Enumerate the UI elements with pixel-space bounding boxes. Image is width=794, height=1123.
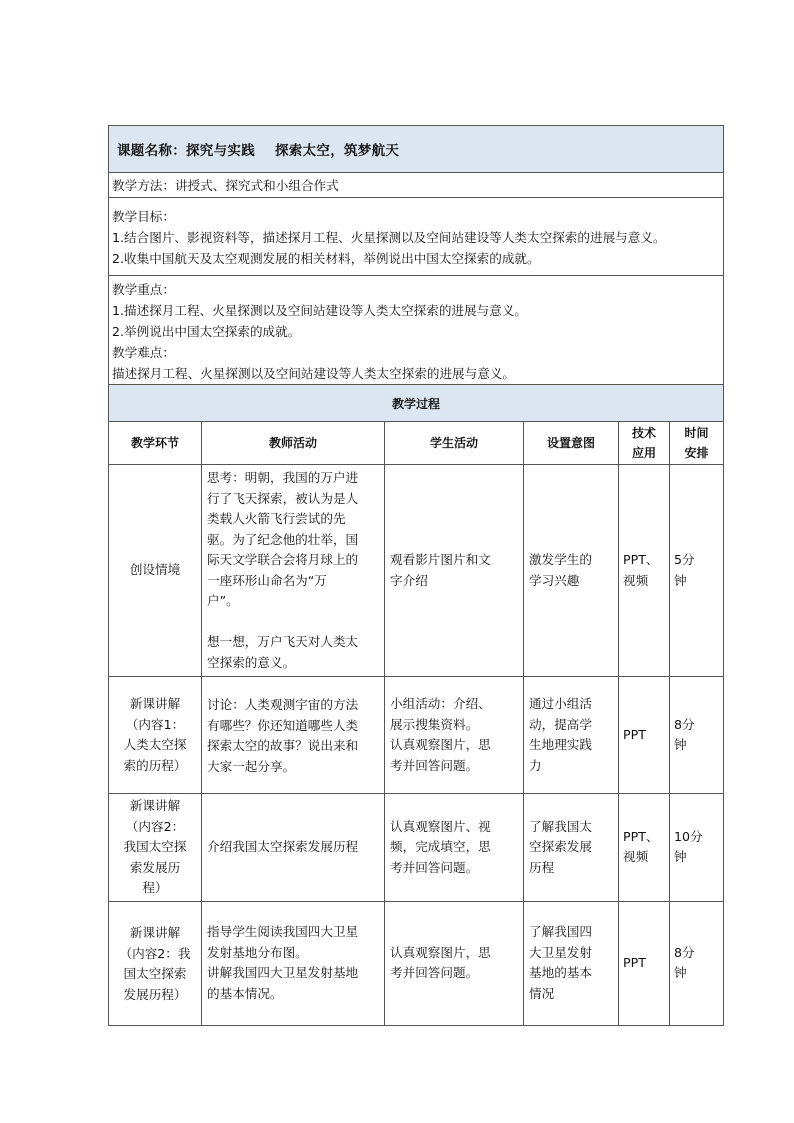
goals-cell (109, 198, 724, 276)
time-cell: 5分 钟 (670, 465, 724, 677)
tech-cell: PPT (619, 677, 670, 794)
intent-cell: 了解我国四 大卫星发射 基地的基本 情况 (524, 901, 619, 1025)
key-points-row (109, 276, 724, 385)
header-intent: 设置意图 (524, 422, 619, 465)
stage-cell: 创设情境 (109, 465, 202, 677)
header-stage: 教学环节 (109, 422, 202, 465)
header-time: 时间 安排 (670, 422, 724, 465)
key-point-item-2: 2.举例说出中国太空探索的成就。 (112, 324, 301, 339)
title-cell (109, 126, 724, 173)
process-title: 教学过程 (109, 385, 724, 422)
teacher-activity-cell: 讨论：人类观测宇宙的方法 有哪些？你还知道哪些人类 探索太空的故事？说出来和 大家一起分享。 (202, 677, 385, 794)
header-row (109, 422, 724, 465)
time-cell: 8分 钟 (670, 901, 724, 1025)
time-cell: 10分 钟 (670, 794, 724, 902)
intent-cell: 激发学生的 学习兴趣 (524, 465, 619, 677)
stage-cell: 新课讲解 （内容1： 人类太空探 索的历程） (109, 677, 202, 794)
stage-cell: 新课讲解 （内容2：我 国太空探索 发展历程） (109, 901, 202, 1025)
teacher-activity-cell: 介绍我国太空探索发展历程 (202, 794, 385, 902)
stage-cell: 新课讲解 （内容2： 我国太空探 索发展历 程） (109, 794, 202, 902)
method-cell (109, 173, 724, 198)
tech-cell: PPT (619, 901, 670, 1025)
difficulty-text: 描述探月工程、火星探测以及空间站建设等人类太空探索的进展与意义。 (112, 366, 515, 381)
key-points-heading: 教学重点： (112, 282, 175, 297)
table-row (109, 794, 724, 902)
title-row (109, 126, 724, 173)
table-row (109, 465, 724, 677)
intent-cell: 了解我国太 空探索发展 历程 (524, 794, 619, 902)
goal-item-2: 2.收集中国航天及太空观测发展的相关材料，举例说出中国太空探索的成就。 (112, 251, 540, 266)
teaching-method: 教学方法：讲授式、探究式和小组合作式 (112, 177, 339, 193)
table-row (109, 677, 724, 794)
intent-cell: 通过小组活 动，提高学 生地理实践 力 (524, 677, 619, 794)
lesson-plan-table (108, 125, 724, 1026)
difficulty-heading: 教学难点： (112, 345, 175, 360)
process-title-row (109, 385, 724, 422)
method-row (109, 173, 724, 198)
goals-heading: 教学目标： (112, 209, 175, 224)
teacher-activity-cell: 思考：明朝，我国的万户进 行了飞天探索，被认为是人 类载人火箭飞行尝试的先 驱。为了纪念他的壮举，国 际天文学联合会将月球上的 一座环形山命名为“万 户”。 想一想，万户飞天对人类太 空探索的意义。 (202, 465, 385, 677)
teacher-activity-cell: 指导学生阅读我国四大卫星 发射基地分布图。 讲解我国四大卫星发射基地 的基本情况。 (202, 901, 385, 1025)
lesson-plan-sheet (108, 125, 723, 1026)
time-cell: 8分 钟 (670, 677, 724, 794)
tech-cell: PPT、 视频 (619, 465, 670, 677)
student-activity-cell: 认真观察图片，思 考并回答问题。 (385, 901, 524, 1025)
header-student: 学生活动 (385, 422, 524, 465)
tech-cell: PPT、 视频 (619, 794, 670, 902)
header-teacher: 教师活动 (202, 422, 385, 465)
student-activity-cell: 认真观察图片、视 频，完成填空，思 考并回答问题。 (385, 794, 524, 902)
student-activity-cell: 小组活动：介绍、 展示搜集资料。 认真观察图片，思 考并回答问题。 (385, 677, 524, 794)
lesson-title: 课题名称：探究与实践 探索太空，筑梦航天 (117, 143, 400, 159)
table-row (109, 901, 724, 1025)
student-activity-cell: 观看影片图片和文 字介绍 (385, 465, 524, 677)
key-point-item-1: 1.描述探月工程、火星探测以及空间站建设等人类太空探索的进展与意义。 (112, 303, 528, 318)
goal-item-1: 1.结合图片、影视资料等，描述探月工程、火星探测以及空间站建设等人类太空探索的进展与意义。 (112, 230, 666, 245)
header-tech: 技术 应用 (619, 422, 670, 465)
key-points-cell (109, 276, 724, 385)
goals-row (109, 198, 724, 276)
